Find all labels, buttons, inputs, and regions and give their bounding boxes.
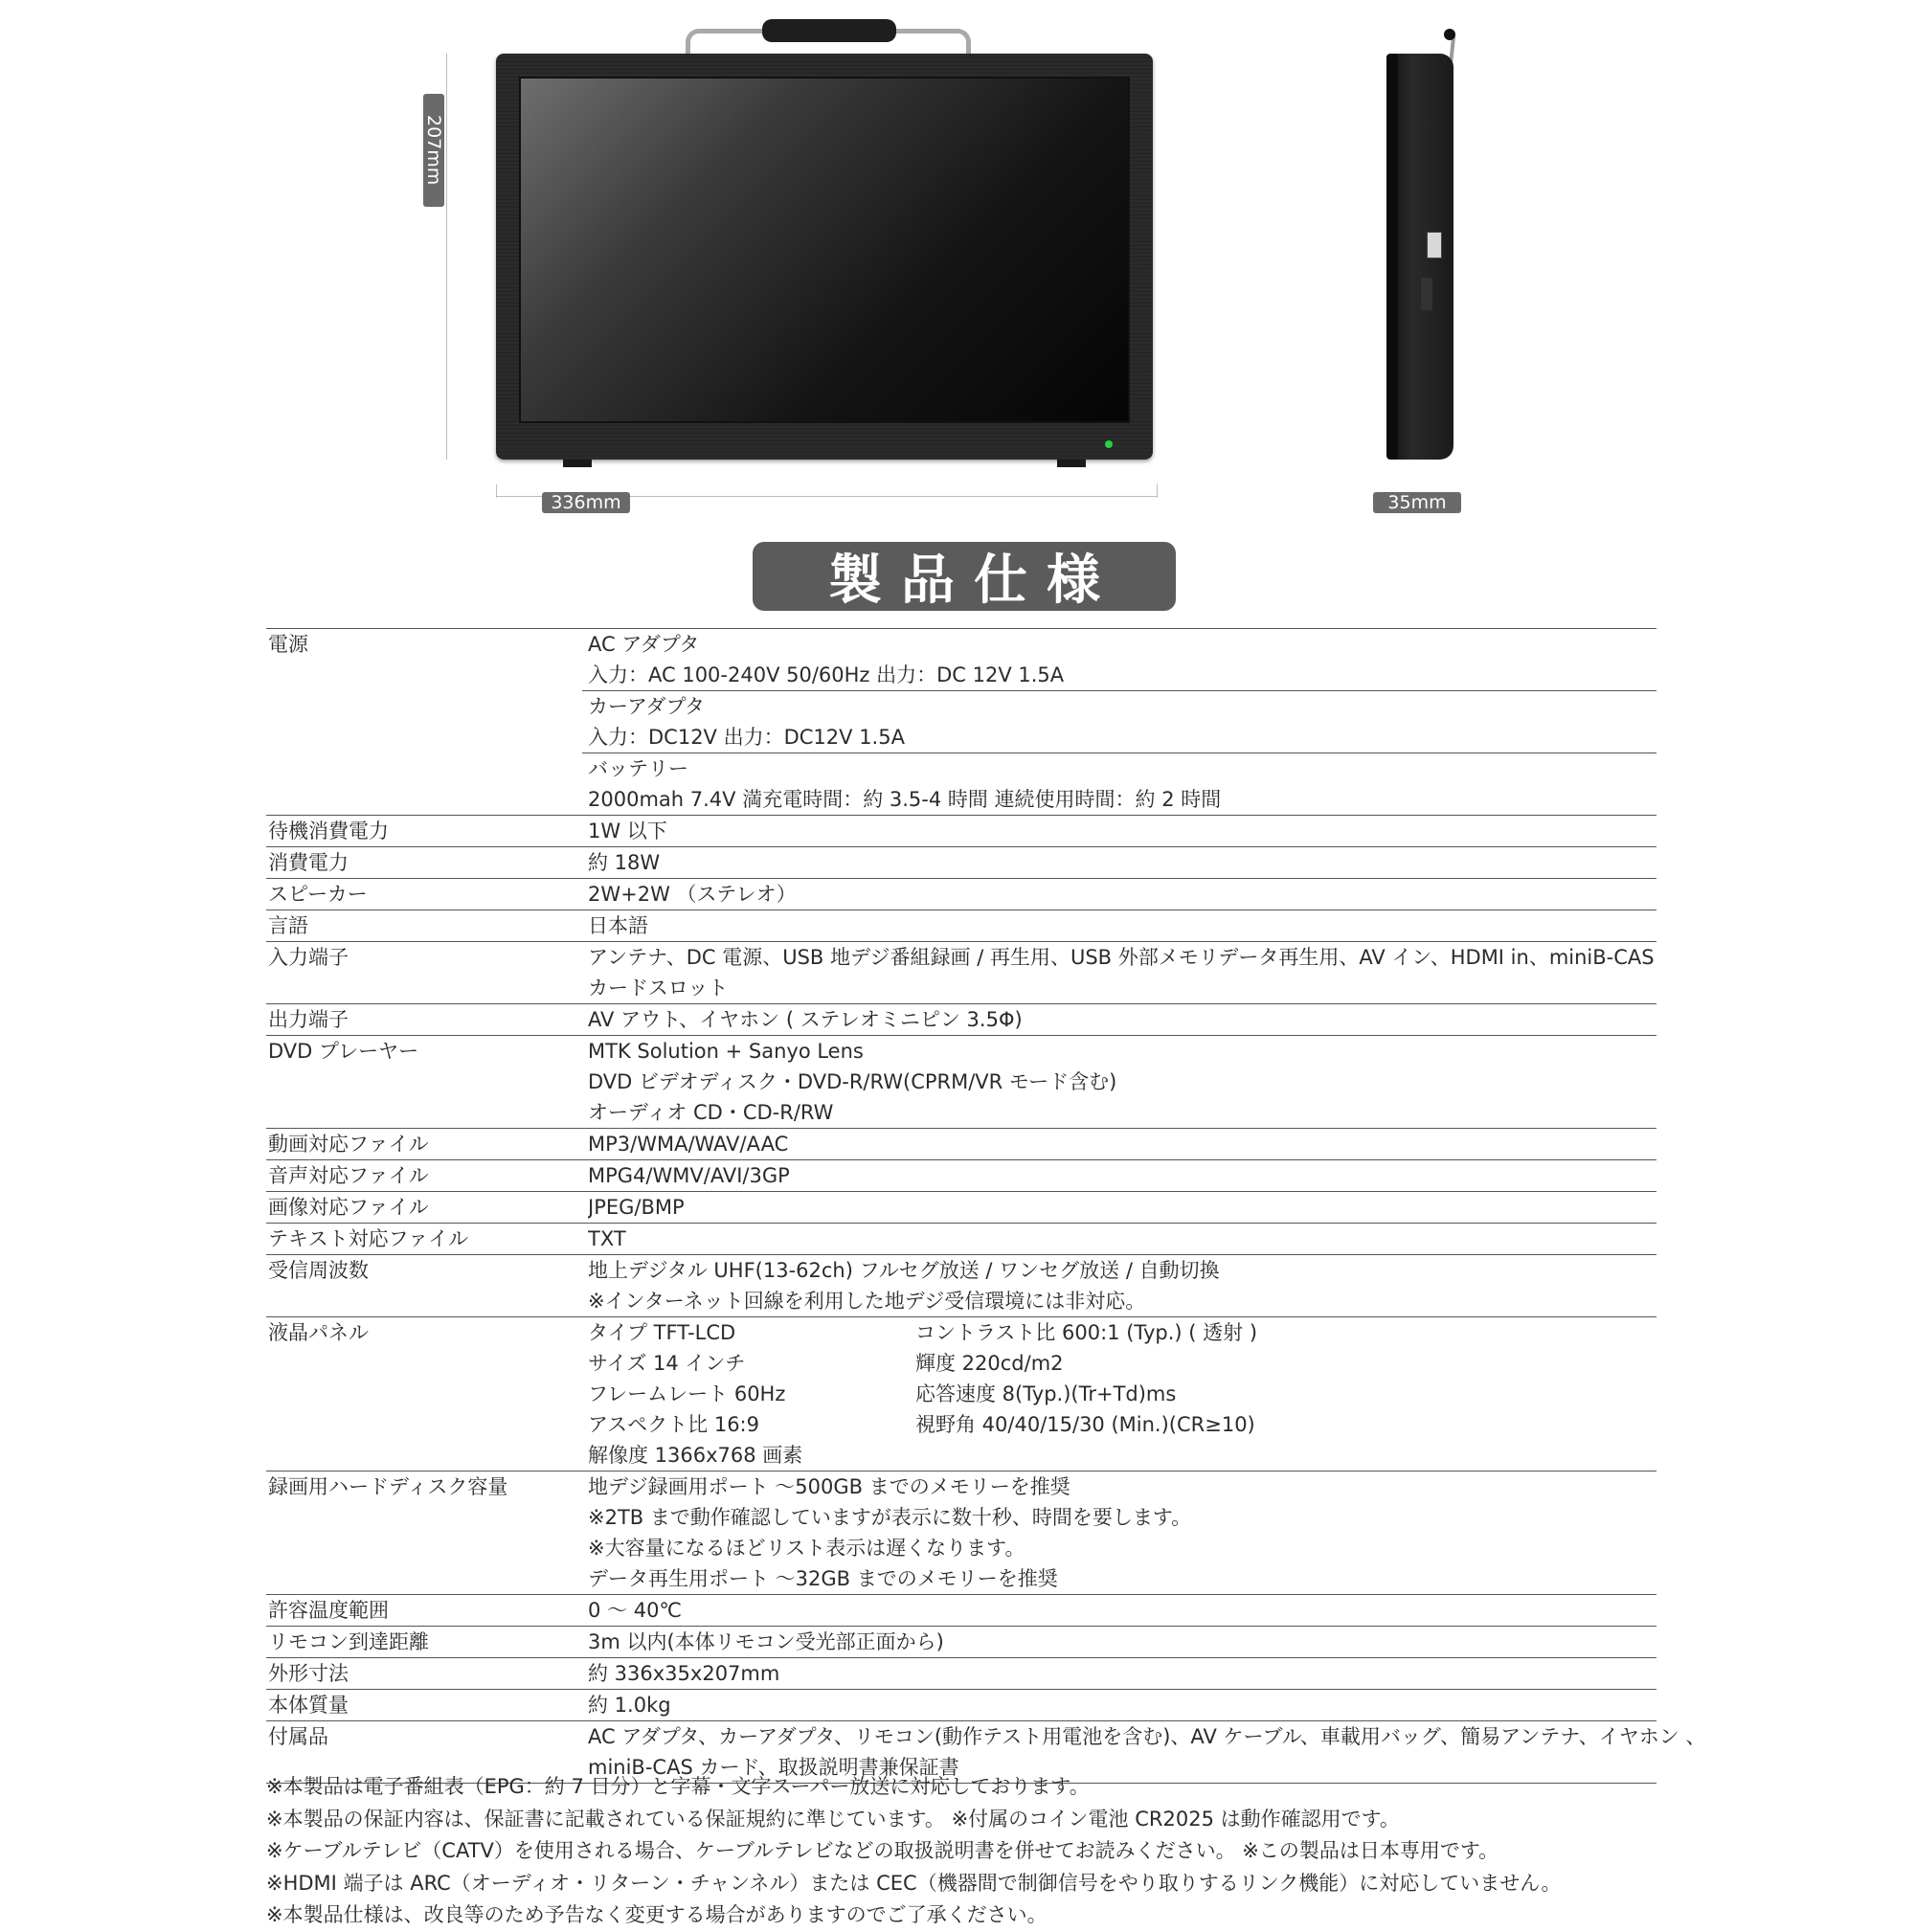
spec-value (582, 1129, 1656, 1159)
spec-value (582, 1471, 1656, 1594)
spec-value (582, 847, 1656, 878)
footnotes (266, 1771, 1664, 1932)
spec-label: 動画対応ファイル (268, 1133, 429, 1156)
spec-value-line: 約 1.0kg (588, 1694, 671, 1717)
spec-value-line: 0 ～ 40℃ (588, 1599, 683, 1622)
spec-value-group (582, 942, 1656, 1003)
spec-label: 付属品 (268, 1725, 328, 1748)
spec-value-line: MP3/WMA/WAV/AAC (588, 1133, 789, 1156)
tv-screen (519, 77, 1130, 423)
depth-dimension-label: 35mm (1373, 492, 1461, 513)
spec-row (266, 1595, 1656, 1627)
height-dimension-label: 207mm (423, 94, 444, 207)
lcd-spec-right: 視野角 40/40/15/30 (Min.)(CR≥10) (915, 1413, 1255, 1436)
spec-row (266, 1036, 1656, 1129)
spec-value-line: 約 18W (588, 851, 661, 874)
spec-row (266, 910, 1656, 942)
spec-value-line: MTK Solution + Sanyo Lens (588, 1040, 864, 1063)
spec-value-line: 2W+2W （ステレオ） (588, 883, 797, 906)
spec-value (582, 1595, 1656, 1626)
spec-value-line: カーアダプタ (588, 695, 706, 718)
spec-row (266, 942, 1656, 1004)
spec-value-line: ※インターネット回線を利用した地デジ受信環境には非対応。 (588, 1290, 1146, 1313)
spec-value-line: ※2TB まで動作確認していますが表示に数十秒、時間を要します。 (588, 1506, 1192, 1529)
spec-label: リモコン到達距離 (268, 1630, 429, 1653)
spec-value-group (582, 1160, 1656, 1191)
spec-value (582, 1224, 1656, 1254)
spec-value-line: 入力：DC12V 出力：DC12V 1.5A (588, 726, 905, 749)
spec-row (266, 1690, 1656, 1721)
side-view-face (1386, 54, 1398, 460)
spec-value-group (582, 910, 1656, 941)
spec-label: 入力端子 (268, 946, 349, 969)
spec-value-group (582, 753, 1656, 815)
spec-value (582, 1627, 1656, 1657)
spec-value-line: 地上デジタル UHF(13-62ch) フルセグ放送 / ワンセグ放送 / 自動切換 (588, 1259, 1220, 1282)
spec-value-group (582, 1192, 1656, 1223)
spec-row (266, 1224, 1656, 1255)
spec-value-group (582, 847, 1656, 878)
spec-value-line: JPEG/BMP (588, 1196, 685, 1219)
spec-row (266, 1471, 1656, 1595)
spec-value (582, 816, 1656, 846)
spec-label: 受信周波数 (268, 1259, 369, 1282)
side-view-tv (1386, 54, 1453, 460)
spec-value-line: 日本語 (588, 914, 648, 937)
spec-value-line: カードスロット (588, 977, 729, 1000)
lcd-spec-right (915, 1440, 1356, 1471)
lcd-spec-left: フレームレート 60Hz (588, 1382, 786, 1405)
spec-value-line: 地デジ録画用ポート ～500GB までのメモリーを推奨 (588, 1475, 1070, 1498)
spec-label: テキスト対応ファイル (268, 1227, 469, 1250)
spec-label: 録画用ハードディスク容量 (268, 1475, 508, 1498)
spec-value-group (582, 690, 1656, 753)
spec-value-group (582, 1255, 1656, 1316)
spec-value-line: 1W 以下 (588, 820, 667, 842)
spec-row (266, 629, 1656, 816)
spec-value-line: 2000mah 7.4V 満充電時間：約 3.5-4 時間 連続使用時間：約 2 時間 (588, 788, 1222, 811)
card-slot-icon (1421, 278, 1432, 310)
power-led-icon (1105, 440, 1113, 448)
spec-label: 待機消費電力 (268, 820, 389, 842)
front-view-tv (496, 54, 1153, 460)
footnote-line: ※ケーブルテレビ（CATV）を使用される場合、ケーブルテレビなどの取扱説明書を併せてお読みください。 ※この製品は日本専用です。 (266, 1839, 1499, 1862)
spec-row (266, 816, 1656, 847)
spec-value-line: AC アダプタ、カーアダプタ、リモコン(動作テスト用電池を含む)、AV ケーブル、車載用バッグ、簡易アンテナ、イヤホン 、 (588, 1725, 1706, 1748)
spec-row (266, 879, 1656, 910)
spec-value (582, 629, 1656, 815)
lcd-panel-grid (582, 1317, 1656, 1471)
spec-label: 電源 (268, 633, 308, 656)
spec-value (582, 879, 1656, 910)
spec-value-line: miniB-CAS カード、取扱説明書兼保証書 (588, 1756, 959, 1779)
spec-row (266, 1192, 1656, 1224)
spec-value-line: AV アウト、イヤホン ( ステレオミニピン 3.5Φ) (588, 1008, 1023, 1031)
spec-value-line: AC アダプタ (588, 633, 700, 656)
tv-foot-right (1057, 460, 1086, 467)
spec-label: 音声対応ファイル (268, 1164, 429, 1187)
spec-value-group (582, 816, 1656, 846)
lcd-spec-left: タイプ TFT-LCD (588, 1321, 736, 1344)
spec-value-group (582, 1471, 1656, 1594)
spec-value (582, 1036, 1656, 1128)
lcd-spec-right: 輝度 220cd/m2 (915, 1352, 1064, 1375)
spec-value-group (582, 1004, 1656, 1035)
spec-value-group (582, 1224, 1656, 1254)
spec-value-line: MPG4/WMV/AVI/3GP (588, 1164, 790, 1187)
lcd-spec-left: アスペクト比 16:9 (588, 1413, 759, 1436)
spec-value-line: TXT (588, 1227, 626, 1250)
lcd-spec-left: サイズ 14 インチ (588, 1352, 746, 1375)
spec-value (582, 1192, 1656, 1223)
spec-value-line: 入力：AC 100-240V 50/60Hz 出力：DC 12V 1.5A (588, 663, 1065, 686)
footnote-line: ※本製品仕様は、改良等のため予告なく変更する場合がありますのでご了承ください。 (266, 1903, 1048, 1926)
spec-value (582, 1658, 1656, 1689)
spec-row-lcd-panel (266, 1317, 1656, 1471)
footnote-line: ※HDMI 端子は ARC（オーディオ・リターン・チャンネル）または CEC（機器間で制御信号をやり取りするリンク機能）に対応していません。 (266, 1871, 1562, 1895)
tv-foot-left (563, 460, 592, 467)
lcd-spec-right: コントラスト比 600:1 (Typ.) ( 透射 ) (915, 1321, 1258, 1344)
spec-row (266, 847, 1656, 879)
spec-value (582, 1160, 1656, 1191)
spec-value-group (582, 879, 1656, 910)
spec-row (266, 1658, 1656, 1690)
spec-value (582, 1255, 1656, 1316)
spec-label: 許容温度範囲 (268, 1599, 389, 1622)
spec-value (582, 1690, 1656, 1720)
usb-port-icon (1427, 232, 1442, 258)
spec-value-line: DVD ビデオディスク・DVD-R/RW(CPRM/VR モード含む) (588, 1070, 1117, 1093)
spec-value-group (582, 1036, 1656, 1128)
footnote-line: ※本製品は電子番組表（EPG：約 7 日分）と字幕・文字スーパー放送に対応しております。 (266, 1775, 1090, 1798)
spec-value (582, 910, 1656, 941)
spec-label: 言語 (268, 914, 308, 937)
height-dimension-line (446, 54, 447, 460)
spec-value-line: 3m 以内(本体リモコン受光部正面から) (588, 1630, 944, 1653)
spec-label: 出力端子 (268, 1008, 349, 1031)
spec-label: スピーカー (268, 883, 368, 906)
spec-value-line: データ再生用ポート ～32GB までのメモリーを推奨 (588, 1567, 1058, 1590)
spec-label: 本体質量 (268, 1694, 349, 1717)
spec-row (266, 1627, 1656, 1658)
spec-row (266, 1129, 1656, 1160)
side-antenna-tip (1444, 29, 1455, 40)
spec-row (266, 1004, 1656, 1036)
lcd-spec-left: 解像度 1366x768 画素 (588, 1444, 803, 1467)
width-dimension-tick-left (496, 484, 497, 498)
spec-value-line: オーディオ CD・CD-R/RW (588, 1101, 834, 1124)
spec-label: 消費電力 (268, 851, 349, 874)
spec-row (266, 1160, 1656, 1192)
spec-row (266, 1255, 1656, 1317)
handle-grip (762, 19, 896, 42)
lcd-spec-right: 応答速度 8(Typ.)(Tr+Td)ms (915, 1382, 1177, 1405)
spec-table (266, 628, 1706, 1784)
spec-label: 画像対応ファイル (268, 1196, 429, 1219)
spec-value-line: 約 336x35x207mm (588, 1662, 780, 1685)
spec-value-line: バッテリー (588, 757, 688, 780)
footnote-line: ※本製品の保証内容は、保証書に記載されている保証規約に準じています。 ※付属のコイン電池 CR2025 は動作確認用です。 (266, 1807, 1400, 1831)
spec-value-group (582, 1627, 1656, 1657)
spec-value-line: ※大容量になるほどリスト表示は遅くなります。 (588, 1537, 1025, 1560)
spec-label: 液晶パネル (268, 1321, 369, 1344)
width-dimension-tick-right (1157, 484, 1158, 498)
spec-value-group (582, 1595, 1656, 1626)
spec-label: DVD プレーヤー (268, 1040, 419, 1063)
spec-value-group (582, 1129, 1656, 1159)
spec-heading: 製品仕様 (753, 542, 1176, 611)
spec-value-group (582, 629, 1656, 690)
spec-value-line: アンテナ、DC 電源、USB 地デジ番組録画 / 再生用、USB 外部メモリデータ再生用、AV イン、HDMI in、miniB-CAS (588, 946, 1655, 969)
width-dimension-label: 336mm (542, 492, 630, 513)
spec-value (582, 942, 1656, 1003)
spec-value (582, 1004, 1656, 1035)
spec-value-group (582, 1690, 1656, 1720)
spec-value-group (582, 1658, 1656, 1689)
spec-label: 外形寸法 (268, 1662, 349, 1685)
